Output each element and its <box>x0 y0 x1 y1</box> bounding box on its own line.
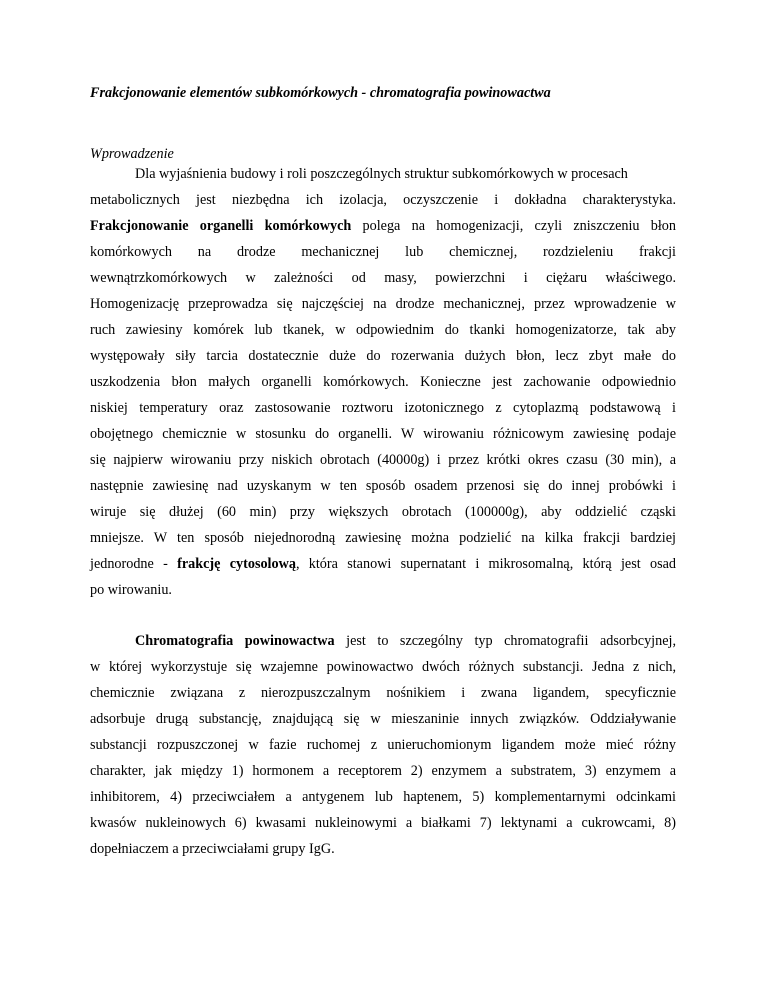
paragraph-line: substancji rozpuszczonej w fazie ruchomej z unieruchomionym ligandem może mieć różny <box>90 737 676 753</box>
bold-term: frakcję cytosolową <box>177 556 296 572</box>
paragraph-line: w której wykorzystuje się wzajemne powinowactwo dwóch różnych substancji. Jedna z nich, <box>90 659 676 675</box>
paragraph-line: mniejsze. W ten sposób niejednorodną zawiesinę można podzielić na kilka frakcji bardziej <box>90 530 676 546</box>
paragraph-line <box>90 555 676 573</box>
paragraph-line: po wirowaniu. <box>90 582 172 598</box>
paragraph-line: się najpierw wirowaniu przy niskich obrotach (40000g) i przez krótki okres czasu (30 min), a <box>90 452 676 468</box>
paragraph-line: dopełniaczem a przeciwciałami grupy IgG. <box>90 841 335 857</box>
text-span: polega na homogenizacji, czyli zniszczeniu błon <box>351 218 676 234</box>
paragraph-line: wiruje się dłużej (60 min) przy większych obrotach (100000g), aby oddzielić cząski <box>90 504 676 520</box>
document-title: Frakcjonowanie elementów subkomórkowych - chromatografia powinowactwa <box>90 85 551 101</box>
paragraph-line: obojętnego chemicznie w stosunku do organelli. W wirowaniu różnicowym zawiesinę podaje <box>90 426 676 442</box>
paragraph-line <box>90 217 676 235</box>
paragraph-line <box>135 632 676 650</box>
paragraph-line: inhibitorem, 4) przeciwciałem a antygenem lub haptenem, 5) komplementarnymi odcinkami <box>90 789 676 805</box>
bold-term: Frakcjonowanie organelli komórkowych <box>90 218 352 234</box>
bold-term: Chromatografia powinowactwa <box>135 633 335 649</box>
section-heading: Wprowadzenie <box>90 146 174 162</box>
paragraph-line: chemicznie związana z nierozpuszczalnym nośnikiem i zwana ligandem, specyficznie <box>90 685 676 701</box>
paragraph-line: wewnątrzkomórkowych w zależności od masy, powierzchni i ciężaru właściwego. <box>90 270 676 286</box>
paragraph-line: komórkowych na drodze mechanicznej lub chemicznej, rozdzieleniu frakcji <box>90 244 676 260</box>
text-span: jednorodne - <box>90 556 178 572</box>
paragraph-line: Homogenizację przeprowadza się najczęściej na drodze mechanicznej, przez wprowadzenie w <box>90 296 676 312</box>
paragraph-line: uszkodzenia błon małych organelli komórkowych. Konieczne jest zachowanie odpowiednio <box>90 374 676 390</box>
paragraph-line: niskiej temperatury oraz zastosowanie roztworu izotonicznego z cytoplazmą podstawową i <box>90 400 676 416</box>
paragraph-line: ruch zawiesiny komórek lub tkanek, w odpowiednim do tkanki homogenizatorze, tak aby <box>90 322 676 338</box>
paragraph-line: Dla wyjaśnienia budowy i roli poszczególnych struktur subkomórkowych w procesach <box>135 166 628 182</box>
text-span: , która stanowi supernatant i mikrosomalną, którą jest osad <box>295 556 676 572</box>
text-span: jest to szczególny typ chromatografii adsorbcyjnej, <box>334 633 676 649</box>
paragraph-line: następnie zawiesinę nad uzyskanym w ten sposób osadem przenosi się do innej probówki i <box>90 478 676 494</box>
paragraph-line: metabolicznych jest niezbędna ich izolacja, oczyszczenie i dokładna charakterystyka. <box>90 192 676 208</box>
paragraph-line: adsorbuje drugą substancję, znajdującą się w mieszaninie innych związków. Oddziaływanie <box>90 711 676 727</box>
paragraph-line: występowały siły tarcia dostatecznie duże do rozerwania dużych błon, lecz zbyt małe do <box>90 348 676 364</box>
paragraph-line: charakter, jak między 1) hormonem a receptorem 2) enzymem a substratem, 3) enzymem a <box>90 763 676 779</box>
paragraph-line: kwasów nukleinowych 6) kwasami nukleinowymi a białkami 7) lektynami a cukrowcami, 8) <box>90 815 676 831</box>
